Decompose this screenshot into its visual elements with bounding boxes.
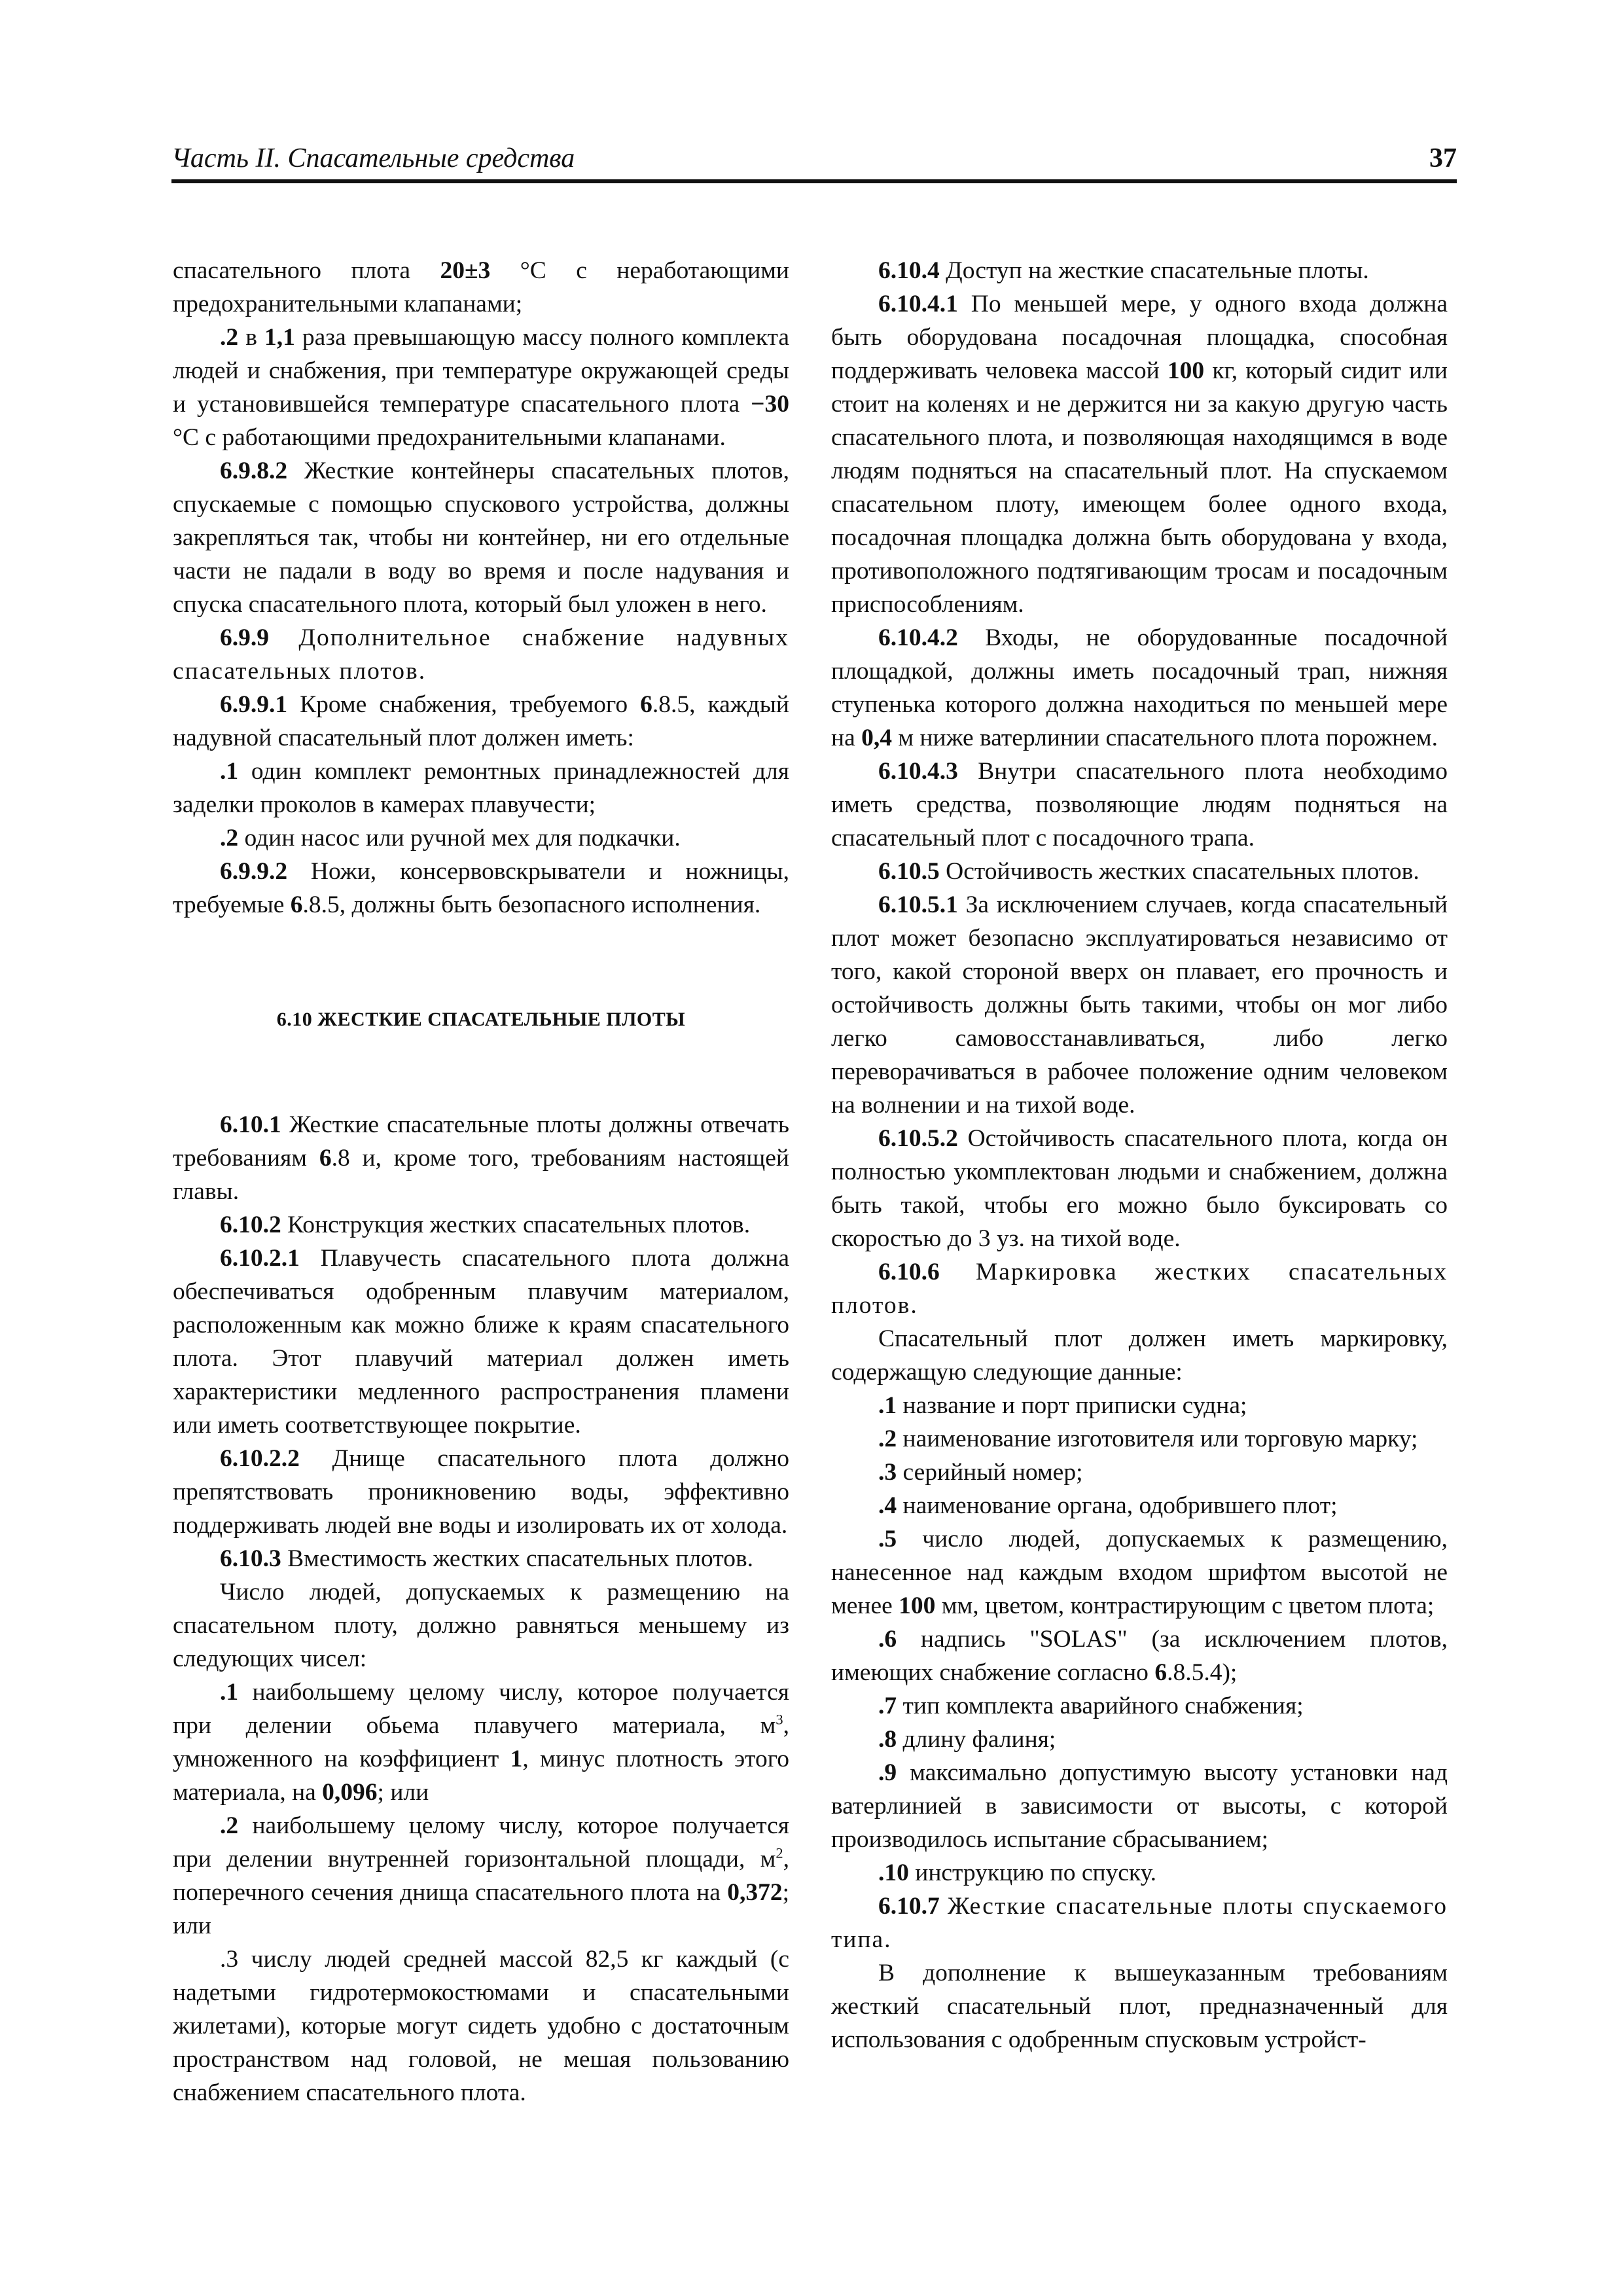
paragraph: В дополнение к вышеуказанным требованиям жесткий спасательный плот, предназначенный для использования с одобренным спусковым устройст-	[831, 1960, 1448, 2053]
running-header	[171, 139, 1457, 183]
left-text-column	[173, 254, 789, 2109]
running-title: Часть II. Спасательные средства	[171, 143, 575, 173]
paragraph: .2 один насос или ручной мех для подкачки.	[220, 825, 681, 852]
paragraph: .4 наименование органа, одобрившего плот;	[878, 1492, 1338, 1519]
paragraph: .1 наибольшему целому числу, которое получается при делении обьема плавучего материала, $м^3$, умноженного на коэффициент 1, минус плотность этого материала, на 0,096; или	[173, 1679, 790, 1806]
paragraph: .6 надпись "SOLAS" (за исключением плотов, имеющих снабжение согласно 6.8.5.4);	[831, 1626, 1448, 1686]
paragraph: 6.10.2 Конструкция жестких спасательных плотов.	[220, 1211, 751, 1238]
paragraph: .10 инструкцию по спуску.	[878, 1859, 1156, 1886]
paragraph: 6.10.3 Вместимость жестких спасательных плотов.	[220, 1545, 754, 1572]
paragraph: 6.9.8.2 Жесткие контейнеры спасательных плотов, спускаемые с помощью спускового устройства, должны закрепляться так, чтобы ни контейнер, ни его отдельные части не падали в воду во время и после надувания и спуска спасательного плота, который был уложен в него.	[173, 457, 789, 618]
paragraph: .3 числу людей средней массой 82,5 кг каждый (с надетыми гидротермокостюмами и спасательными жилетами), которые могут сидеть удобно с достаточным пространством над головой, не мешая пользованию снабжением спасательного плота.	[173, 1946, 789, 2106]
page-number: 37	[1429, 143, 1457, 173]
paragraph: 6.10.4.3 Внутри спасательного плота необходимо иметь средства, позволяющие людям подняться на спасательный плот с посадочного трапа.	[831, 758, 1448, 852]
paragraph: спасательного плота 20±3 °С с неработающими предохранительными клапанами;	[173, 257, 789, 317]
paragraph: .5 число людей, допускаемых к размещению, нанесенное над каждым входом шрифтом высотой не менее 100 мм, цветом, контрастирующим с цветом плота;	[831, 1526, 1448, 1619]
paragraph: 6.9.9.2 Ножи, консервовскрыватели и ножницы, требуемые 6.8.5, должны быть безопасного исполнения.	[173, 858, 789, 918]
paragraph: 6.10.5.1 За исключением случаев, когда спасательный плот может безопасно эксплуатироваться независимо от того, какой стороной вверх он плавает, его прочность и остойчивость должны быть такими, чтобы он мог либо легко самовосстанавливаться, либо легко переворачиваться в рабочее положение одним человеком на волнении и на тихой воде.	[831, 891, 1448, 1119]
paragraph: 6.10.6 Маркировка жестких спасательных плотов.	[831, 1259, 1448, 1319]
paragraph: .1 название и порт приписки судна;	[878, 1392, 1247, 1419]
paragraph: .8 длину фалиня;	[878, 1726, 1056, 1753]
paragraph: 6.10.7 Жесткие спасательные плоты спускаемого типа.	[831, 1893, 1448, 1953]
paragraph: 6.10.5.2 Остойчивость спасательного плота, когда он полностью укомплектован людьми и снабжением, должна быть такой, чтобы его можно было буксировать со скоростью до 3 уз. на тихой воде.	[831, 1125, 1448, 1252]
paragraph: Число людей, допускаемых к размещению на спасательном плоту, должно равняться меньшему из следующих чисел:	[173, 1579, 789, 1672]
paragraph: 6.9.9 Дополнительное снабжение надувных спасательных плотов.	[173, 624, 789, 685]
paragraph: .2 наибольшему целому числу, которое получается при делении внутренней горизонтальной площади, $м^2$, поперечного сечения днища спасательного плота на 0,372; или	[173, 1812, 789, 1939]
paragraph: 6.10.2.1 Плавучесть спасательного плота должна обеспечиваться одобренным плавучим материалом, расположенным как можно ближе к краям спасательного плота. Этот плавучий материал должен иметь характеристики медленного распространения пламени или иметь соответствующее покрытие.	[173, 1245, 789, 1439]
paragraph: .9 максимально допустимую высоту установки над ватерлинией в зависимости от высоты, с которой производилось испытание сбрасыванием;	[831, 1759, 1448, 1853]
paragraph: .1 один комплект ремонтных принадлежностей для заделки проколов в камерах плавучести;	[173, 758, 789, 818]
paragraph: 6.10.4.2 Входы, не оборудованные посадочной площадкой, должны иметь посадочный трап, нижняя ступенька которого должна находиться по меньшей мере на 0,4 м ниже ватерлинии спасательного плота порожнем.	[831, 624, 1448, 751]
paragraph: 6.10.1 Жесткие спасательные плоты должны отвечать требованиям 6.8 и, кроме того, требованиям настоящей главы.	[173, 1111, 789, 1205]
paragraph: .3 серийный номер;	[878, 1459, 1083, 1486]
section-heading: 6.10 ЖЕСТКИЕ СПАСАТЕЛЬНЫЕ ПЛОТЫ	[276, 1009, 686, 1030]
paragraph: 6.10.2.2 Днище спасательного плота должно препятствовать проникновению воды, эффективно поддерживать людей вне воды и изолировать их от холода.	[173, 1445, 789, 1539]
paragraph: 6.9.9.1 Кроме снабжения, требуемого 6.8.5, каждый надувной спасательный плот должен иметь:	[173, 691, 789, 751]
right-text-column	[831, 254, 1448, 2056]
paragraph: 6.10.4 Доступ на жесткие спасательные плоты.	[878, 257, 1369, 284]
paragraph: Спасательный плот должен иметь маркировку, содержащую следующие данные:	[831, 1325, 1448, 1386]
paragraph: .2 наименование изготовителя или торговую марку;	[878, 1426, 1418, 1452]
paragraph: 6.10.5 Остойчивость жестких спасательных плотов.	[878, 858, 1419, 885]
paragraph: 6.10.4.1 По меньшей мере, у одного входа должна быть оборудована посадочная площадка, способная поддерживать человека массой 100 кг, который сидит или стоит на коленях и не держится ни за какую другую часть спасательного плота, и позволяющая находящимся в воде людям подняться на спасательный плот. На спускаемом спасательном плоту, имеющем более одного входа, посадочная площадка должна быть оборудована у входа, противоположного подтягивающим тросам и посадочным приспособлениям.	[831, 291, 1448, 618]
paragraph: .7 тип комплекта аварийного снабжения;	[878, 1693, 1304, 1719]
paragraph: .2 в 1,1 раза превышающую массу полного комплекта людей и снабжения, при температуре окружающей среды и установившейся температуре спасательного плота −30 °С с работающими предохранительными клапанами.	[173, 324, 789, 451]
